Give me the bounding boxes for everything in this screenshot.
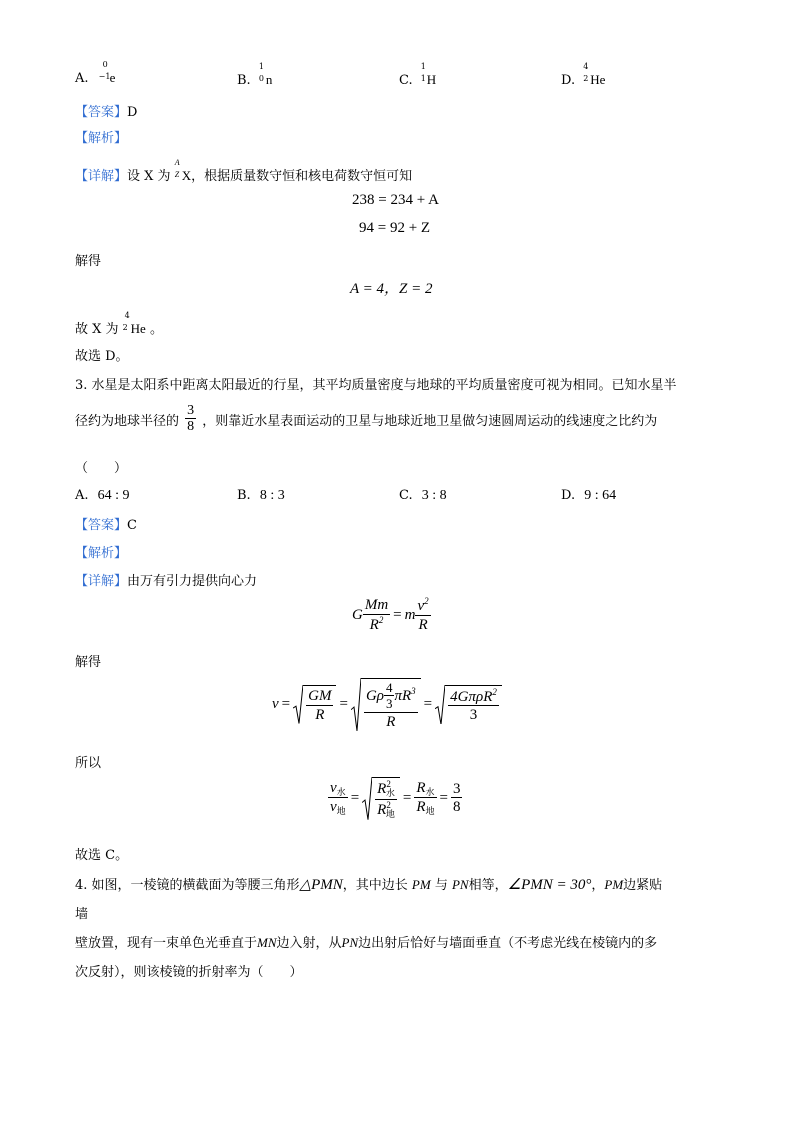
q2-option-d-charge: 2 bbox=[583, 74, 589, 83]
q3-answer-tag: 【答案】 bbox=[75, 518, 128, 533]
q2-result: A = 4，Z = 2 bbox=[350, 281, 433, 297]
q2-option-b-label: B. bbox=[237, 73, 251, 88]
q3-stem-text-2b: ，则靠近水星表面运动的卫星与地球近地卫星做匀速圆周运动的线速度之比约为 bbox=[202, 414, 658, 430]
q3-eq-sqrt-1: $\frac{GM}{R}$ bbox=[293, 685, 336, 724]
q3-detail-text: 由万有引力提供向心力 bbox=[127, 574, 258, 589]
q3-eq-sqrt-2: Gρ $\frac{4}{3}$ $\pi R^3$ R bbox=[351, 678, 421, 731]
q3-frac-num: 3 bbox=[187, 403, 195, 418]
q2-choose: 故选 D。 bbox=[75, 349, 129, 364]
q2-answer: D bbox=[127, 105, 138, 120]
q2-option-d bbox=[561, 62, 606, 88]
q2-option-c-mass: 1 bbox=[420, 62, 426, 71]
q2-option-d-nuclide bbox=[583, 62, 606, 88]
q2-option-b-mass: 1 bbox=[258, 62, 264, 71]
q2-option-d-label: D. bbox=[561, 73, 576, 88]
q2-option-a-charge: −1 bbox=[98, 72, 111, 81]
q2-detail-charge: Z bbox=[174, 170, 180, 179]
q3-equation-gravity: G $\frac{Mm}{R^2}$ = m $\frac{v^2}{R}$ bbox=[352, 596, 429, 633]
q3-choose: 故选 C。 bbox=[75, 848, 129, 863]
q4-yu: 与 bbox=[434, 878, 448, 893]
q2-option-c-symbol: H bbox=[426, 72, 437, 87]
q3-solve-label: 解得 bbox=[75, 655, 102, 670]
q2-option-d-mass: 4 bbox=[583, 62, 589, 71]
q3-analysis-tag: 【解析】 bbox=[75, 546, 128, 561]
q4-text-1a: 4. 如图，一棱镜的横截面为等腰三角形 bbox=[75, 878, 300, 893]
q3-detail-tag: 【详解】 bbox=[75, 574, 128, 589]
q4-stem-line-3 bbox=[75, 932, 657, 951]
q4-text-3b: 边入射，从 bbox=[276, 936, 342, 951]
q3-option-d bbox=[561, 488, 616, 504]
q3-option-a-value: 64 : 9 bbox=[97, 488, 130, 503]
q4-pn-2: PN bbox=[341, 935, 359, 950]
q4-text-1c: 相等， bbox=[468, 878, 508, 893]
q3-answer-line bbox=[75, 514, 137, 533]
q3-frac-den: 8 bbox=[187, 419, 195, 435]
q4-pn-1: PN bbox=[451, 877, 469, 892]
q3-equation-velocity: v = $\frac{GM}{R}$ = Gρ $\frac{4}{3}$ $\pi R^3$ R = $\frac{4G\pi\rho R^2}{3}$ bbox=[272, 678, 502, 731]
q2-equation-1-text: 238 = 234 + A bbox=[352, 192, 439, 208]
q4-mn: MN bbox=[257, 935, 277, 950]
q2-option-d-symbol: He bbox=[590, 72, 606, 87]
q2-conclusion-charge: 2 bbox=[122, 323, 128, 332]
q2-option-b bbox=[237, 62, 273, 88]
q2-detail-text-1: 设 X 为 bbox=[127, 169, 171, 184]
q3-option-b-label: B. bbox=[237, 488, 251, 503]
q4-stem-line-1 bbox=[75, 874, 662, 894]
q2-option-a bbox=[75, 60, 116, 86]
q3-option-d-value: 9 : 64 bbox=[584, 488, 617, 503]
q3-sub-earth-1: 地 bbox=[336, 806, 346, 817]
q2-answer-line bbox=[75, 101, 137, 120]
q4-triangle: △PMN bbox=[299, 877, 343, 893]
q4-angle: ∠PMN = 30° bbox=[507, 877, 592, 893]
q2-option-c-nuclide bbox=[420, 62, 437, 88]
q3-eq-sqrt-ratio: $\frac{R^2_水}{R^2_地}$ bbox=[362, 777, 400, 820]
q2-option-c bbox=[399, 62, 437, 88]
q2-option-b-nuclide bbox=[258, 62, 273, 88]
q2-detail-line bbox=[75, 158, 413, 184]
q4-text-1b: ，其中边长 bbox=[342, 878, 408, 893]
q3-option-c-label: C. bbox=[399, 488, 413, 503]
q2-solve-label: 解得 bbox=[75, 254, 102, 269]
q3-option-b bbox=[237, 488, 285, 504]
q2-conclusion-nuclide bbox=[122, 311, 146, 337]
q3-equation-ratio: $\frac{v_水}{v_地}$ = $\frac{R^2_水}{R^2_地}$ = $\frac{R_水}{R_地}$ = $\frac{3}{8}$ bbox=[330, 779, 461, 819]
q4-pm-1: PM bbox=[411, 877, 431, 892]
q2-option-b-charge: 0 bbox=[258, 74, 264, 83]
q2-option-a-symbol: e bbox=[109, 70, 116, 85]
q2-option-c-label: C. bbox=[399, 73, 413, 88]
q2-option-b-symbol: n bbox=[265, 72, 273, 87]
q3-blank: （ ） bbox=[75, 461, 128, 476]
q3-stem-line-2 bbox=[75, 403, 657, 436]
q2-detail-nuclide bbox=[174, 158, 192, 184]
q2-equation-1 bbox=[352, 192, 439, 209]
q3-option-c-value: 3 : 8 bbox=[421, 488, 447, 503]
q3-stem-line-1: 3. 水星是太阳系中距离太阳最近的行星，其平均质量密度与地球的平均质量密度可视为相同。已知水星半 bbox=[75, 378, 677, 393]
q2-option-a-label: A. bbox=[75, 71, 89, 86]
q3-sub-water-2: 水 bbox=[385, 788, 395, 798]
q3-stem-fraction bbox=[185, 403, 196, 436]
q3-sub-earth-2: 地 bbox=[385, 808, 395, 819]
q3-eq-sqrt-3: $\frac{4G\pi\rho R^2}{3}$ bbox=[435, 685, 502, 725]
q4-pm-2: PM bbox=[604, 877, 624, 892]
q2-conclusion-mass: 4 bbox=[124, 311, 130, 320]
q3-sub-water-1: 水 bbox=[336, 786, 346, 797]
q3-stem-text-2a: 径约为地球半径的 bbox=[75, 414, 180, 430]
q3-option-b-value: 8 : 3 bbox=[259, 488, 285, 503]
q4-stem-line-2: 墙 bbox=[75, 907, 89, 922]
q4-stem-line-4: 次反射），则该棱镜的折射率为（ ） bbox=[75, 965, 303, 980]
q2-detail-tag: 【详解】 bbox=[75, 169, 128, 184]
q2-detail-text-2: ，根据质量数守恒和核电荷数守恒可知 bbox=[191, 169, 413, 184]
q2-option-a-mass: 0 bbox=[102, 60, 108, 69]
q2-conclusion-text-1: 故 X 为 bbox=[75, 322, 119, 337]
q3-eq-frac-v2-r: $\frac{v^2}{R}$ bbox=[417, 596, 429, 633]
q4-text-1e: 边紧贴 bbox=[623, 878, 663, 893]
q4-text-3c: 边出射后恰好与墙面垂直（不考虑光线在棱镜内的多 bbox=[358, 936, 658, 951]
q3-eq-frac-mm-r2: $\frac{Mm}{R^2}$ bbox=[364, 597, 389, 633]
q3-answer: C bbox=[127, 518, 137, 533]
q2-detail-symbol: X bbox=[181, 168, 192, 183]
q2-answer-tag: 【答案】 bbox=[75, 105, 128, 120]
q3-so-label: 所以 bbox=[75, 756, 102, 771]
q3-option-d-label: D. bbox=[561, 488, 576, 503]
q2-detail-mass: A bbox=[174, 158, 180, 167]
q4-text-3a: 壁放置，现有一束单色光垂直于 bbox=[75, 936, 258, 951]
q2-option-c-charge: 1 bbox=[420, 74, 426, 83]
q2-conclusion-symbol: He bbox=[130, 321, 146, 336]
q3-sub-earth-3: 地 bbox=[425, 806, 435, 817]
q2-equation-2 bbox=[359, 220, 430, 237]
q2-conclusion-text-2: 。 bbox=[149, 322, 163, 337]
q2-option-a-nuclide bbox=[98, 60, 116, 86]
q2-analysis-tag: 【解析】 bbox=[75, 131, 128, 146]
q3-option-a-label: A. bbox=[75, 488, 89, 503]
q2-equation-2-text: 94 = 92 + Z bbox=[359, 220, 431, 236]
q2-conclusion bbox=[75, 311, 163, 337]
q3-sub-water-3: 水 bbox=[425, 786, 435, 797]
q3-detail-line bbox=[75, 570, 257, 589]
q3-option-c bbox=[399, 488, 447, 504]
q4-text-1d: ， bbox=[591, 878, 605, 893]
q3-option-a bbox=[75, 488, 130, 504]
